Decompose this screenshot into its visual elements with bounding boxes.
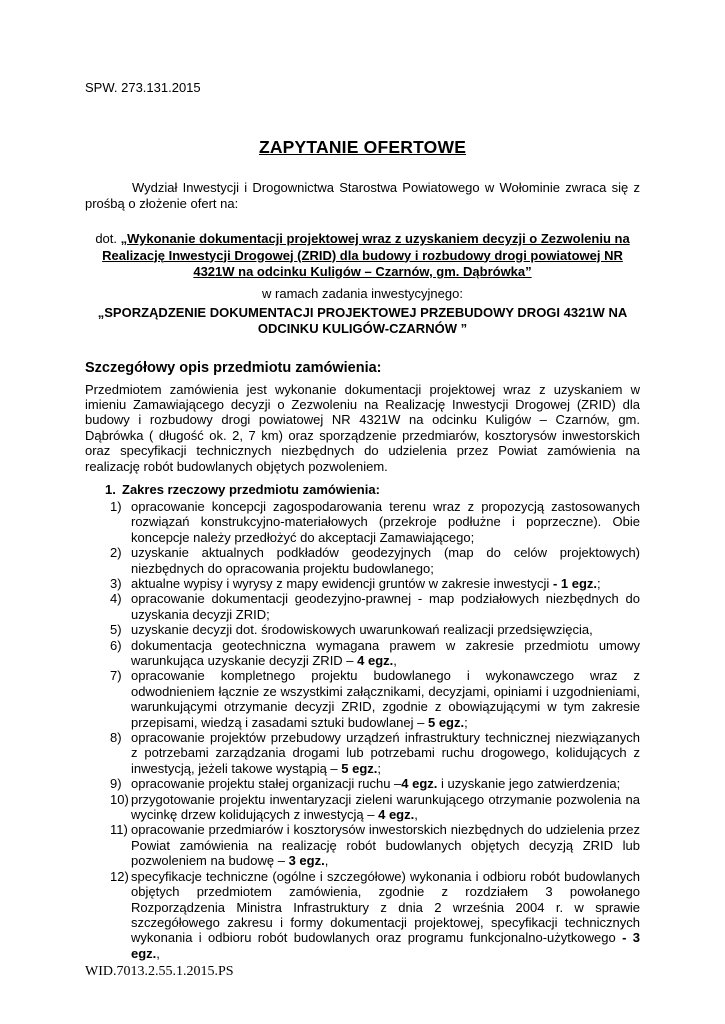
list-item-number: 12) bbox=[110, 868, 129, 884]
list-item-number: 7) bbox=[110, 668, 122, 684]
list-item-text: uzyskanie decyzji dot. środowiskowych uwarunkowań realizacji przedsięwzięcia, bbox=[131, 622, 593, 638]
list-item-text: opracowanie projektu stałej organizacji ruchu –4 egz. i uzyskanie jego zatwierdzenia; bbox=[131, 776, 621, 792]
list-item-text: opracowanie projektów przebudowy urządzeń infrastruktury technicznej niezwiązanych z potrzebami zarządzania drogami lub potrzebami ruchu drogowego, kolidujących z inwestycją, jeżeli takowe wystąpią – 5 egz.; bbox=[131, 730, 640, 776]
list-item-number: 4) bbox=[110, 591, 122, 607]
list-item-text: opracowanie koncepcji zagospodarowania terenu wraz z propozycją zastosowanych rozwiązań konstrukcyjno-materiałowych (przekroje podłużne i poprzeczne). Obie koncepcje należy przedłożyć do akceptacji Zamawiającego; bbox=[131, 498, 640, 545]
list-item-number: 9) bbox=[110, 776, 122, 792]
list-item bbox=[110, 776, 640, 791]
list-item bbox=[110, 499, 640, 545]
list-item-text: specyfikacje techniczne (ogólne i szczegółowe) wykonania i odbioru robót budowlanych objętych przedmiotem zamówienia, zgodnie z rozdziałem 3 powołanego Rozporządzenia Ministra Infrastruktury z dnia 2 września 2004 r. w sprawie szczegółowego zakresu i formy dokumentacji projektowej, specyfikacji technicznych wykonania i odbioru robót budowlanych oraz programu funkcjonalno-użytkowego - 3 egz., bbox=[131, 868, 641, 961]
list-item bbox=[110, 622, 640, 637]
task-title: „SPORZĄDZENIE DOKUMENTACJI PROJEKTOWEJ PRZEBUDOWY DROGI 4321W NA ODCINKU KULIGÓW-CZARNÓW ” bbox=[97, 304, 628, 336]
footer-reference: WID.7013.2.55.1.2015.PS bbox=[85, 964, 234, 979]
document-title: ZAPYTANIE OFERTOWE bbox=[258, 137, 467, 157]
section-description: Przedmiotem zamówienia jest wykonanie dokumentacji projektowej wraz z uzyskaniem w imieniu Zamawiającego decyzji o Zezwoleniu na Realizację Inwestycji Drogowej (ZRID) dla budowy i rozbudowy drogi powiatowej NR 4321W na odcinku Kuligów – Czarnów, gm. Dąbrówka ( długość ok. 2, 7 km) oraz sporządzenie przedmiarów, kosztorysów inwestorskich oraz specyfikacji technicznych niezbędnych do udzielenia przez Powiat zamówienia na realizację robót budowlanych objętych pozwoleniem. bbox=[85, 381, 640, 474]
section-heading: Szczegółowy opis przedmiotu zamówienia: bbox=[85, 359, 382, 376]
list-item bbox=[110, 545, 640, 576]
list-item-number: 10) bbox=[110, 791, 129, 807]
list-item-number: 2) bbox=[110, 545, 122, 561]
list-item-text: uzyskanie aktualnych podkładów geodezyjnych (map do celów projektowych) niezbędnych do opracowania projektu budowlanego; bbox=[131, 545, 640, 576]
list-item-text: aktualne wypisy i wyrysy z mapy ewidencji gruntów w zakresie inwestycji - 1 egz.; bbox=[131, 575, 601, 591]
list-item bbox=[110, 638, 640, 669]
list-item-text: opracowanie przedmiarów i kosztorysów inwestorskich niezbędnych do udzielenia przez Powiat zamówienia na realizację robót budowlanych objętych decyzją ZRID lub pozwoleniem na budowę – 3 egz., bbox=[131, 822, 640, 869]
list-item bbox=[110, 576, 640, 591]
list-item-number: 1) bbox=[110, 498, 122, 514]
list-item-text: przygotowanie projektu inwentaryzacji zieleni warunkującego otrzymanie pozwolenia na wycinkę drzew kolidujących z inwestycją – 4 egz., bbox=[131, 791, 640, 823]
list-item-number: 3) bbox=[110, 575, 122, 591]
list-item-text: opracowanie kompletnego projektu budowlanego i wykonawczego wraz z odwodnieniem łącznie ze wszystkimi załącznikami, decyzjami, opiniami i uzgodnieniami, warunkującymi otrzymanie decyzji ZRID, zgodnie z obowiązującymi w tym zakresie przepisami, wiedzą i zasadami sztuki budowlanej – 5 egz.; bbox=[131, 668, 640, 730]
list-item-number: 11) bbox=[110, 822, 128, 838]
list-item-number: 5) bbox=[110, 622, 122, 638]
list-item bbox=[110, 792, 640, 823]
list-item bbox=[110, 730, 640, 776]
case-reference: SPW. 273.131.2015 bbox=[85, 80, 201, 95]
scope-heading bbox=[105, 482, 640, 497]
list-item bbox=[110, 822, 640, 868]
task-intro: w ramach zadania inwestycyjnego: bbox=[262, 285, 463, 301]
list-item bbox=[110, 591, 640, 622]
list-item-text: opracowanie dokumentacji geodezyjno-prawnej - map podziałowych niezbędnych do uzyskania decyzji ZRID; bbox=[131, 591, 640, 622]
list-item bbox=[110, 668, 640, 730]
list-item-number: 8) bbox=[110, 730, 122, 746]
list-item bbox=[110, 869, 640, 961]
list-item-text: dokumentacja geotechniczna wymagana prawem w zakresie przedmiotu umowy warunkująca uzyskanie decyzji ZRID – 4 egz., bbox=[131, 637, 640, 668]
subject-paragraph bbox=[85, 231, 640, 281]
scope-heading-number: 1. bbox=[105, 481, 116, 497]
list-item-number: 6) bbox=[110, 637, 122, 653]
scope-list bbox=[110, 499, 640, 961]
subject-text: „Wykonanie dokumentacji projektowej wraz z uzyskaniem decyzji o Zezwoleniu na Realizację Inwestycji Drogowej (ZRID) dla budowy i rozbudowy drogi powiatowej NR 4321W na odcinku Kuligów – Czarnów, gm. Dąbrówka” bbox=[102, 231, 630, 279]
scope-heading-text: Zakres rzeczowy przedmiotu zamówienia: bbox=[122, 481, 380, 497]
subject-label: dot. bbox=[95, 231, 117, 246]
intro-paragraph: Wydział Inwestycji i Drogownictwa Starostwa Powiatowego w Wołominie zwraca się z prośbą o złożenie ofert na: bbox=[85, 180, 640, 211]
